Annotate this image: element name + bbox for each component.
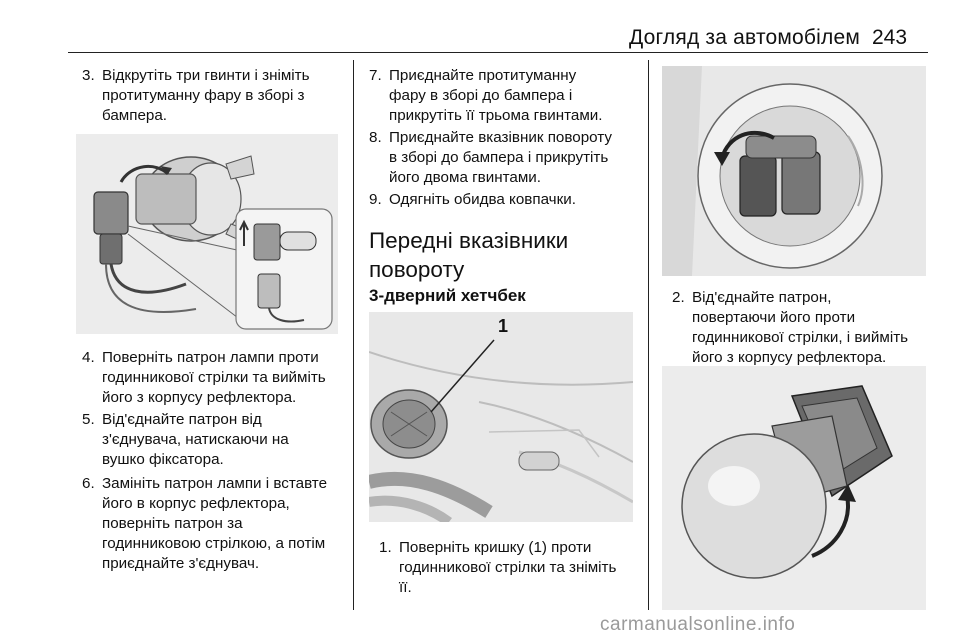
turn-signal-illustration <box>369 312 633 522</box>
step-number: 6. <box>82 475 95 492</box>
column-divider-left <box>353 60 354 610</box>
header-rule <box>68 52 928 53</box>
step-text: Відкрутіть три гвинти і зніміть протитуманну фару в зборі з бампера. <box>102 67 310 124</box>
step-number: 5. <box>82 411 95 428</box>
figure-callout-1: 1 <box>498 316 509 336</box>
step-4 <box>82 348 352 408</box>
subsection-title: 3-дверний хетчбек <box>369 286 526 305</box>
section-title: Передні вказівники повороту <box>369 228 569 282</box>
step-number: 9. <box>369 191 382 208</box>
step-number: 1. <box>379 539 392 556</box>
step-6 <box>82 474 352 574</box>
step-number: 2. <box>672 289 685 306</box>
step-text: Від'єднайте патрон, повертаючи його проти годинникової стрілки, і вийміть його з корпусу рефлектора. <box>692 289 909 366</box>
step-9 <box>369 190 644 210</box>
watermark: carmanualsonline.info <box>600 614 796 635</box>
step-text: Поверніть кришку (1) проти годинникової стрілки та зніміть її. <box>399 539 617 596</box>
bulb-socket-rotate-illustration <box>662 66 926 276</box>
step-number: 3. <box>82 67 95 84</box>
step-3 <box>82 66 352 126</box>
step-text: Від'єднайте патрон від з'єднувача, натискаючи на вушко фіксатора. <box>102 411 289 468</box>
step-text: Замініть патрон лампи і вставте його в корпус рефлектора, поверніть патрон за годинниковою стрілкою, а потім приєднайте з'єднувач. <box>102 475 328 572</box>
column-divider-right <box>648 60 649 610</box>
step-2 <box>672 288 932 368</box>
step-text: Приєднайте протитуманну фару в зборі до бампера і прикрутіть її трьома гвинтами. <box>389 67 603 124</box>
bulb-removal-illustration <box>662 366 926 610</box>
step-number: 7. <box>369 67 382 84</box>
step-5 <box>82 410 352 470</box>
step-text: Поверніть патрон лампи проти годинникової стрілки та вийміть його з корпусу рефлектора. <box>102 349 326 406</box>
page-header-title: Догляд за автомобілем <box>628 26 860 49</box>
step-number: 8. <box>369 129 382 146</box>
fog-lamp-illustration <box>76 134 338 334</box>
step-1 <box>379 538 644 598</box>
step-8 <box>369 128 644 188</box>
step-text: Приєднайте вказівник повороту в зборі до бампера і прикрутіть його двома гвинтами. <box>389 129 612 186</box>
step-text: Одягніть обидва ковпачки. <box>389 191 576 208</box>
step-number: 4. <box>82 349 95 366</box>
step-7 <box>369 66 644 126</box>
page-number: 243 <box>872 26 908 49</box>
